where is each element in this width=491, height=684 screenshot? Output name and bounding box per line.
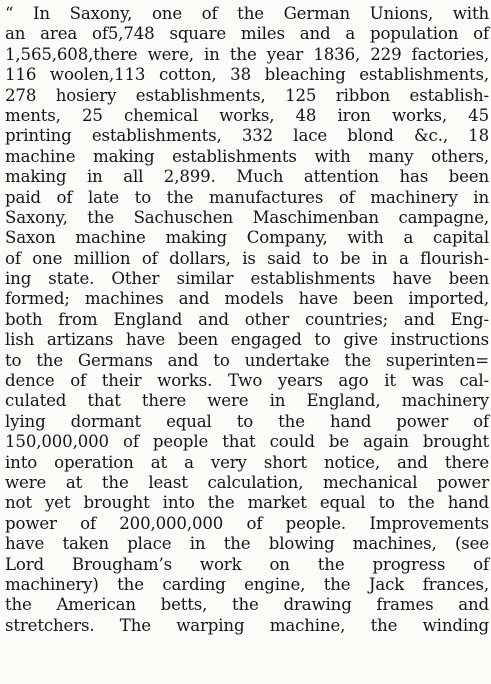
text-line: both from England and other countries; and Eng- <box>5 309 489 329</box>
text-line: “ In Saxony, one of the German Unions, with <box>5 4 489 23</box>
text-line: lish artizans have been engaged to give instructions <box>5 330 489 350</box>
text-line: of one million of dollars, is said to be in a flourish- <box>5 248 489 268</box>
text-line: culated that there were in England, machinery <box>5 391 489 411</box>
text-line: Lord Brougham’s work on the progress of <box>5 554 489 574</box>
text-line: the American betts, the drawing frames and <box>5 595 489 615</box>
text-line: into operation at a very short notice, and there <box>5 452 489 472</box>
text-line: making in all 2,899. Much attention has been <box>5 167 489 187</box>
text-line: not yet brought into the market equal to the hand <box>5 493 489 513</box>
text-line: an area of5,748 square miles and a population of <box>5 24 489 44</box>
text-line: dence of their works. Two years ago it was cal- <box>5 371 489 391</box>
text-line: power of 200,000,000 of people. Improvements <box>5 513 489 533</box>
text-line: were at the least calculation, mechanical power <box>5 472 489 492</box>
text-line: Saxon machine making Company, with a capital <box>5 228 489 248</box>
text-line: to the Germans and to undertake the superinten= <box>5 350 489 370</box>
text-line: stretchers. The warping machine, the winding <box>5 615 489 635</box>
text-line: lying dormant equal to the hand power of <box>5 411 489 431</box>
text-line: paid of late to the manufactures of machinery in <box>5 187 489 207</box>
text-line: 278 hosiery establishments, 125 ribbon establish- <box>5 85 489 105</box>
text-line: machinery) the carding engine, the Jack frances, <box>5 574 489 594</box>
text-line: printing establishments, 332 lace blond &c., 18 <box>5 126 489 146</box>
text-line: machine making establishments with many others, <box>5 146 489 166</box>
text-line: 150,000,000 of people that could be again brought <box>5 432 489 452</box>
text-line: 1,565,608,there were, in the year 1836, 229 factories, <box>5 44 489 64</box>
text-line: ing state. Other similar establishments have been <box>5 269 489 289</box>
article-text-column <box>5 4 489 636</box>
text-line: 116 woolen,113 cotton, 38 bleaching establishments, <box>5 65 489 85</box>
text-line: Saxony, the Sachuschen Maschimenban campagne, <box>5 207 489 227</box>
text-line: formed; machines and models have been imported, <box>5 289 489 309</box>
text-line: have taken place in the blowing machines, (see <box>5 534 489 554</box>
text-line: ments, 25 chemical works, 48 iron works, 45 <box>5 105 489 125</box>
